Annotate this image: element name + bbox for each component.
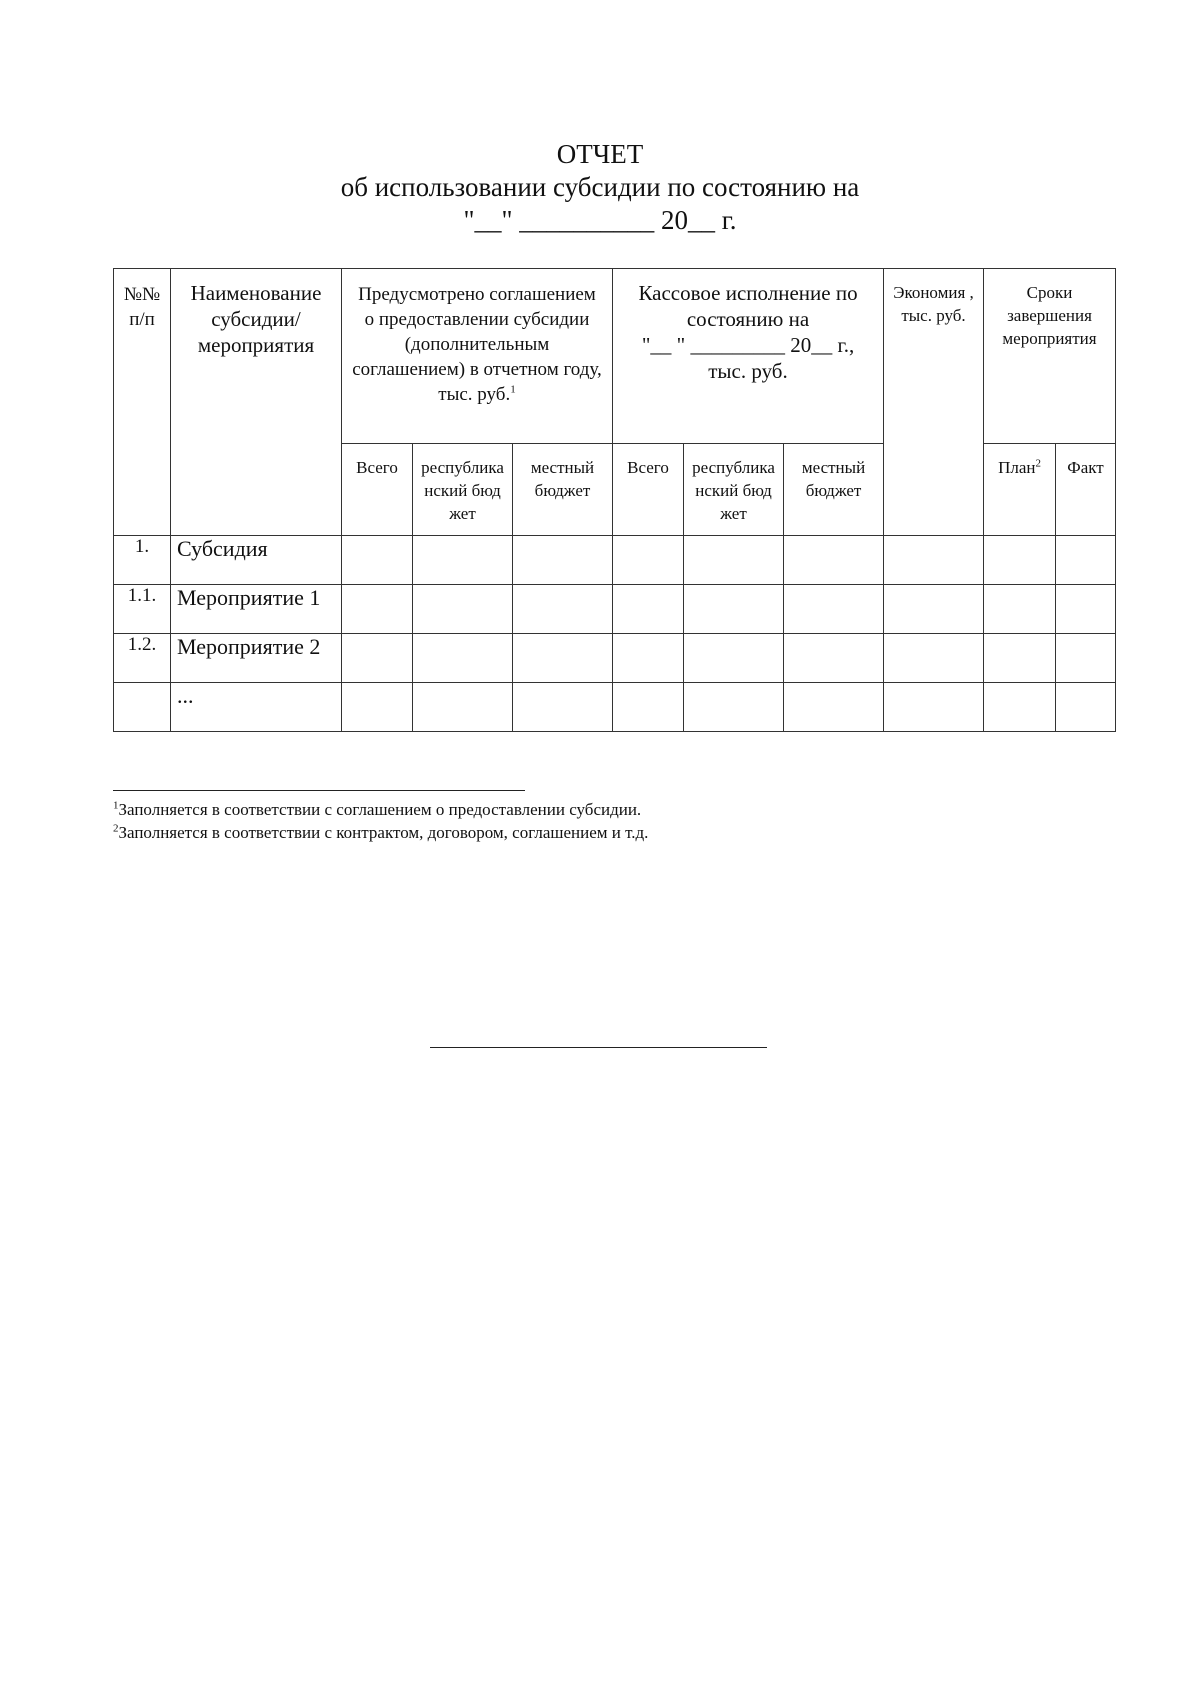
cell-fact [1056,536,1116,585]
cell-plan [984,683,1056,732]
cell-agreement-local [513,585,613,634]
header-economy: Экономия , тыс. руб. [884,269,984,536]
cell-agreement-republic [413,585,513,634]
row-name: Мероприятие 1 [171,585,342,634]
cell-fact [1056,634,1116,683]
cell-cash-republic [684,634,784,683]
header-deadline: Сроки завершения мероприятия [984,269,1116,444]
cell-economy [884,536,984,585]
cell-agreement-local [513,634,613,683]
cell-plan [984,634,1056,683]
cell-agreement-local [513,536,613,585]
row-name: Субсидия [171,536,342,585]
report-subtitle: об использовании субсидии по состоянию на [340,172,860,202]
report-title-block [0,138,1200,237]
header-plan: План$^2$ [984,444,1056,536]
footnote-separator [113,790,525,791]
cell-agreement-total [342,585,413,634]
header-cash-execution: Кассовое исполнение по состоянию на "__ " _________ 20__ г., тыс. руб. [613,269,884,444]
cell-cash-total [613,634,684,683]
cell-cash-republic [684,683,784,732]
row-name: Мероприятие 2 [171,634,342,683]
footnote-ref-1: 1 [510,383,516,396]
header-agreement: Предусмотрено соглашением о предоставлении субсидии (дополнительным соглашением) в отчетном году, тыс. руб.$^1$ [342,269,613,444]
cell-cash-total [613,683,684,732]
table-row [114,634,1116,683]
cell-cash-local [784,634,884,683]
header-num: №№ п/п [114,269,171,536]
report-date-line: "__" __________ 20__ г. [463,205,737,235]
cell-plan [984,585,1056,634]
cell-fact [1056,683,1116,732]
cell-agreement-republic [413,683,513,732]
header-name: Наименование субсидии/ мероприятия [171,269,342,536]
header-agreement-republic: республиканский бюджет [413,444,513,536]
cell-plan [984,536,1056,585]
cell-cash-total [613,536,684,585]
report-title: ОТЧЕТ [556,139,644,169]
header-agreement-total: Всего [342,444,413,536]
header-cash-local: местный бюджет [784,444,884,536]
cell-economy [884,585,984,634]
cell-agreement-republic [413,634,513,683]
table-row [114,683,1116,732]
cell-economy [884,683,984,732]
cell-cash-total [613,585,684,634]
footnotes [113,790,813,844]
table-row [114,585,1116,634]
footnote-2: $^2$Заполняется в соответствии с контрактом, договором, соглашением и т.д. [113,822,649,842]
row-num: 1.2. [114,634,171,683]
cell-agreement-total [342,683,413,732]
cell-cash-local [784,683,884,732]
cell-agreement-total [342,634,413,683]
footnote-ref-2: 2 [1035,457,1041,470]
cell-cash-republic [684,536,784,585]
header-fact: Факт [1056,444,1116,536]
cell-economy [884,634,984,683]
cell-cash-local [784,536,884,585]
cell-agreement-republic [413,536,513,585]
table-row [114,536,1116,585]
header-agreement-local: местный бюджет [513,444,613,536]
cell-cash-republic [684,585,784,634]
cell-agreement-local [513,683,613,732]
header-row-main [114,269,1116,444]
subsidy-report-table [113,268,1116,732]
cell-cash-local [784,585,884,634]
row-num: 1.1. [114,585,171,634]
row-name: ... [171,683,342,732]
row-num [114,683,171,732]
row-num: 1. [114,536,171,585]
header-cash-total: Всего [613,444,684,536]
signature-line [430,1047,767,1048]
cell-agreement-total [342,536,413,585]
footnote-1: $^1$Заполняется в соответствии с соглашением о предоставлении субсидии. [113,799,642,819]
cell-fact [1056,585,1116,634]
header-cash-republic: республиканский бюджет [684,444,784,536]
